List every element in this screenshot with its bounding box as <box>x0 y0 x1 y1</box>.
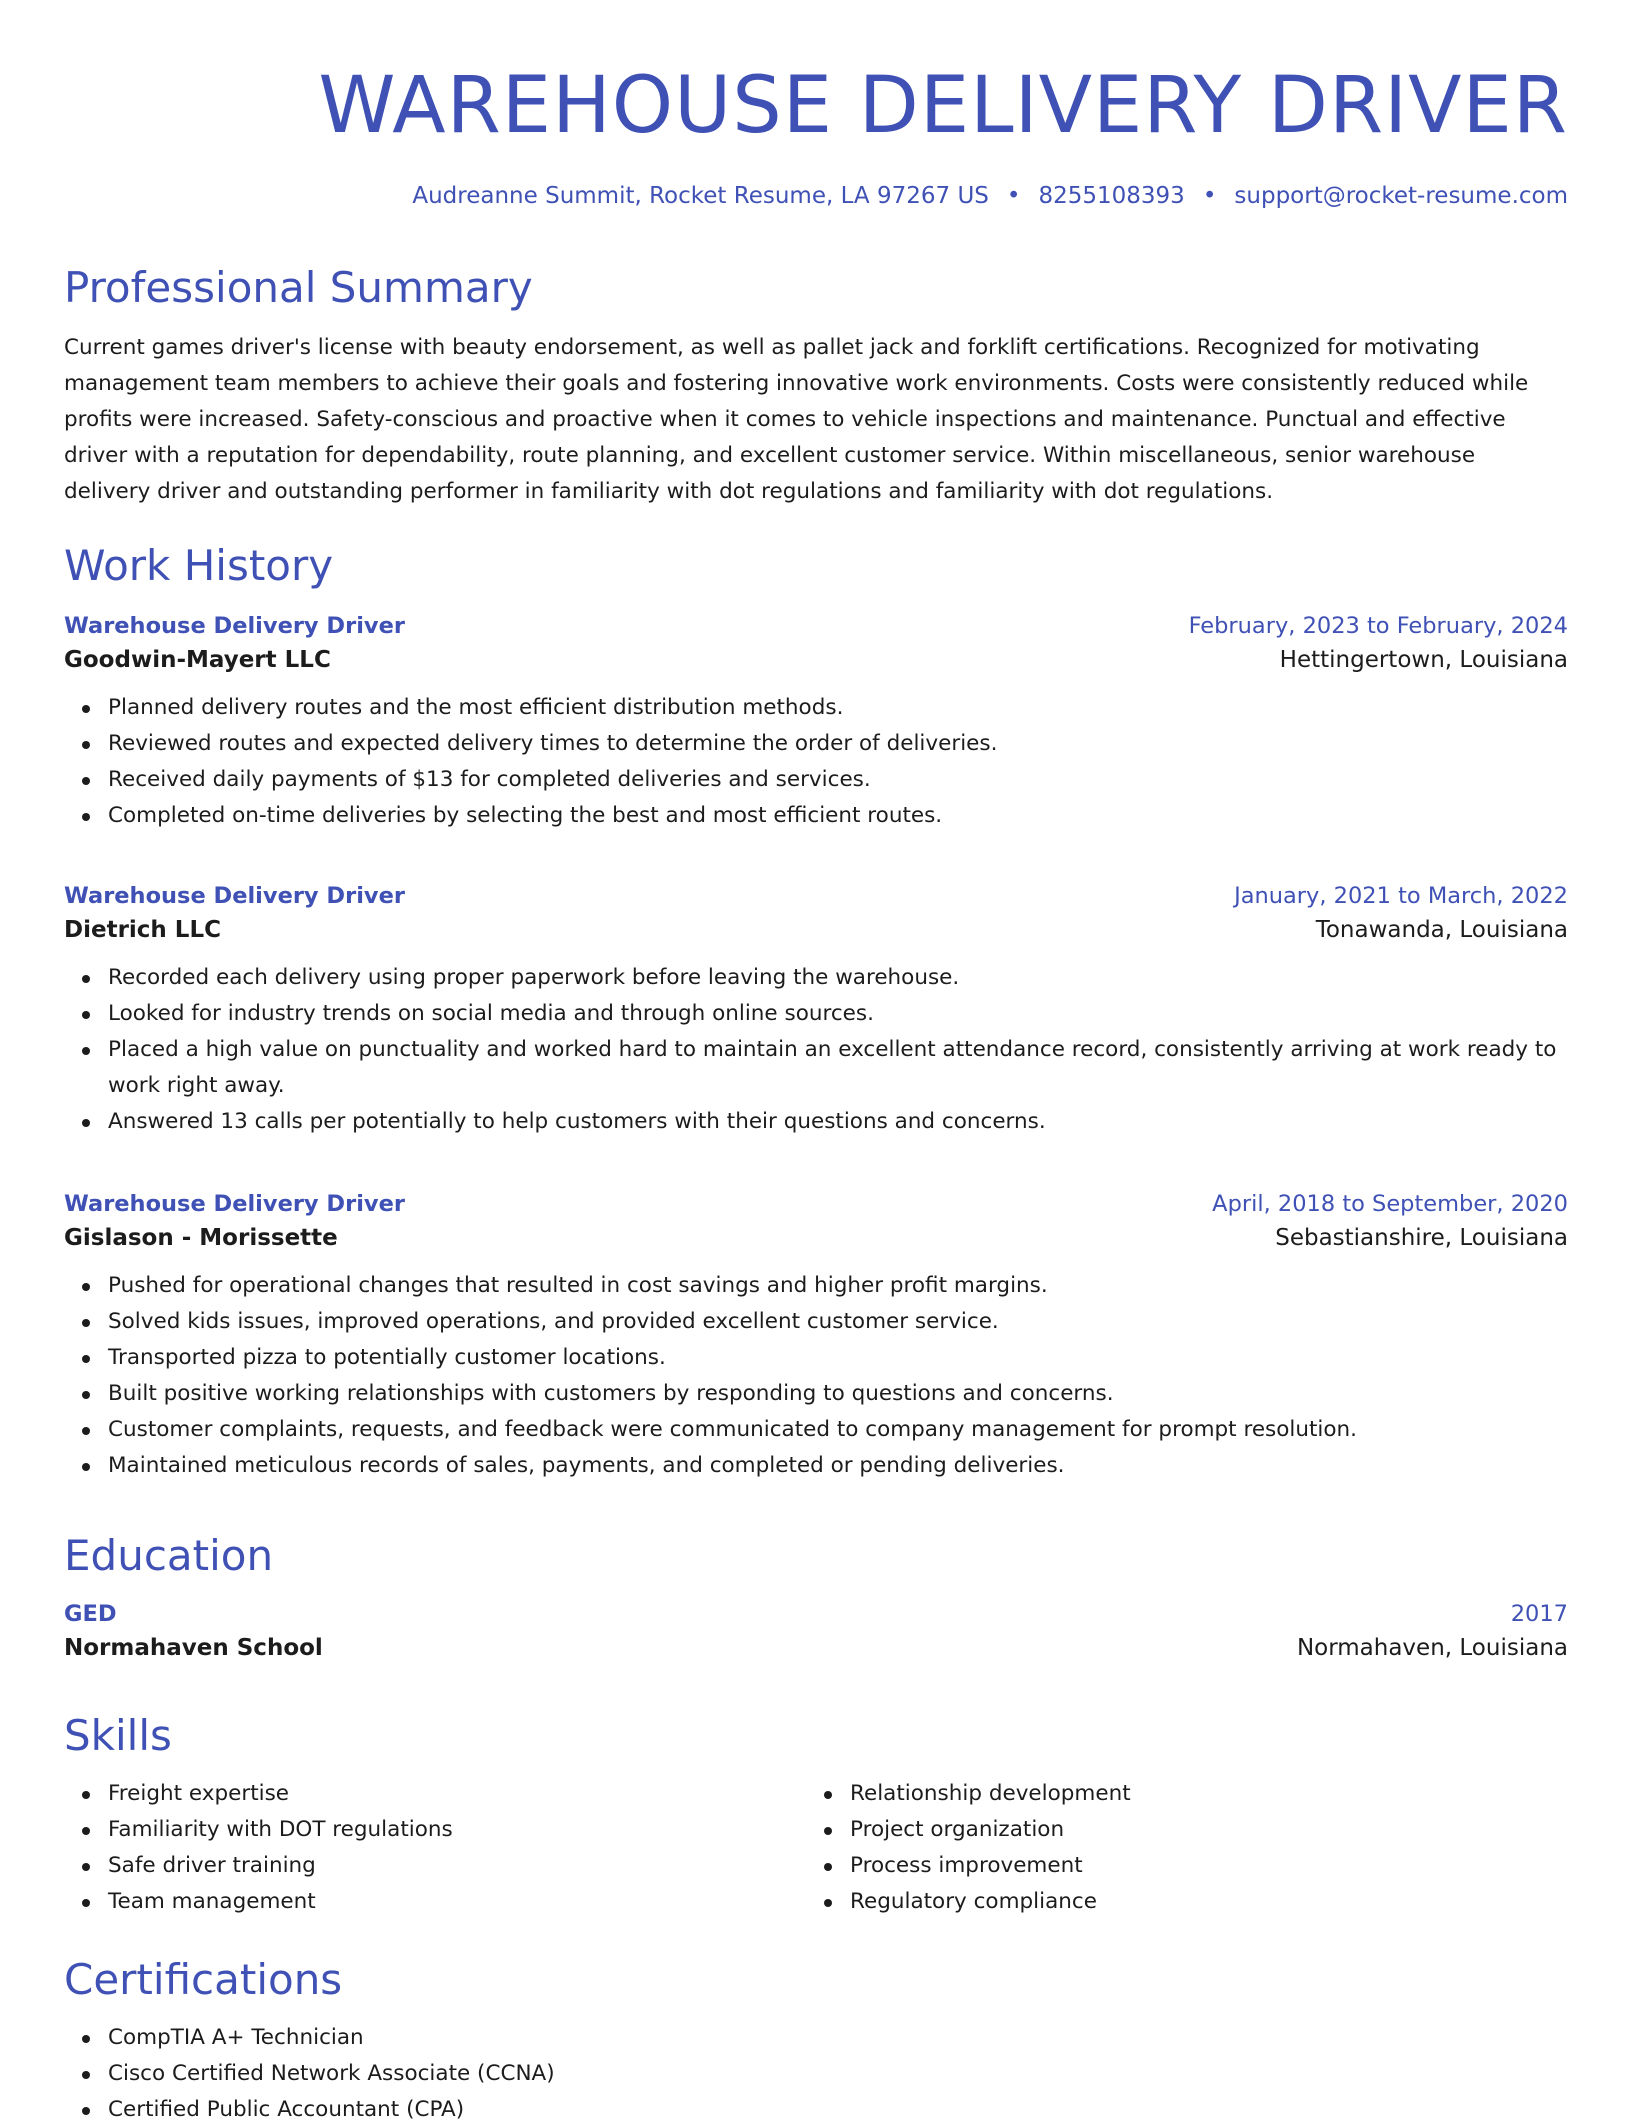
list-item: Recorded each delivery using proper paperwork before leaving the warehouse. <box>108 960 1568 996</box>
job-dates: February, 2023 to February, 2024 <box>1188 613 1568 639</box>
skills-column-left <box>64 1776 806 1920</box>
education-year: 2017 <box>1510 1601 1568 1627</box>
list-item: Built positive working relationships with customers by responding to questions and concerns. <box>108 1376 1568 1412</box>
contact-phone[interactable]: 8255108393 <box>1038 183 1185 209</box>
skills-section <box>64 1710 1568 1920</box>
section-title-work: Work History <box>64 541 334 590</box>
job-company: Dietrich LLC <box>64 917 222 943</box>
list-item: CompTIA A+ Technician <box>108 2020 1568 2056</box>
certifications-section <box>64 1954 1568 2128</box>
list-item: Maintained meticulous records of sales, payments, and completed or pending deliveries. <box>108 1448 1568 1484</box>
education-location: Normahaven, Louisiana <box>1296 1635 1568 1661</box>
list-item: Customer complaints, requests, and feedback were communicated to company management for prompt resolution. <box>108 1412 1568 1448</box>
job-entry <box>64 610 1568 834</box>
section-title-skills: Skills <box>64 1711 172 1760</box>
list-item: Placed a high value on punctuality and worked hard to maintain an excellent attendance record, consistently arriving at work ready to work right away. <box>108 1032 1568 1104</box>
section-title-certifications: Certifications <box>64 1955 343 2004</box>
list-item: Certified Public Accountant (CPA) <box>108 2092 1568 2128</box>
education-degree: GED <box>64 1601 117 1627</box>
section-title-education: Education <box>64 1531 274 1580</box>
job-title: Warehouse Delivery Driver <box>64 883 405 909</box>
list-item: Regulatory compliance <box>850 1884 1548 1920</box>
contact-separator: • <box>1202 183 1217 209</box>
list-item: Received daily payments of $13 for completed deliveries and services. <box>108 762 1568 798</box>
job-location: Tonawanda, Louisiana <box>1315 917 1568 943</box>
list-item: Freight expertise <box>108 1776 806 1812</box>
work-section <box>64 540 1568 592</box>
list-item: Looked for industry trends on social media and through online sources. <box>108 996 1568 1032</box>
list-item: Solved kids issues, improved operations, and provided excellent customer service. <box>108 1304 1568 1340</box>
resume-title: WAREHOUSE DELIVERY DRIVER <box>318 61 1568 151</box>
list-item: Project organization <box>850 1812 1548 1848</box>
summary-text: Current games driver's license with beauty endorsement, as well as pallet jack and forklift certifications. Recognized for motivating management team members to achieve their goals and fostering innovative work environments. Costs were consistently reduced while profits were increased. Safety-conscious and proactive when it comes to vehicle inspections and maintenance. Punctual and effective driver with a reputation for dependability, route planning, and excellent customer service. Within miscellaneous, senior warehouse delivery driver and outstanding performer in familiarity with dot regulations and familiarity with dot regulations. <box>64 335 1529 504</box>
job-company: Gislason - Morissette <box>64 1225 338 1251</box>
list-item: Cisco Certified Network Associate (CCNA) <box>108 2056 1568 2092</box>
section-title-summary: Professional Summary <box>64 263 533 312</box>
job-entry <box>64 880 1568 1140</box>
job-bullets <box>64 1268 1568 1484</box>
job-bullets <box>64 960 1568 1140</box>
education-school: Normahaven School <box>64 1635 323 1661</box>
job-title: Warehouse Delivery Driver <box>64 1191 405 1217</box>
list-item: Familiarity with DOT regulations <box>108 1812 806 1848</box>
list-item: Process improvement <box>850 1848 1548 1884</box>
education-section <box>64 1530 1568 1666</box>
list-item: Reviewed routes and expected delivery times to determine the order of deliveries. <box>108 726 1568 762</box>
list-item: Planned delivery routes and the most efficient distribution methods. <box>108 690 1568 726</box>
list-item: Team management <box>108 1884 806 1920</box>
resume-page <box>64 0 1568 2122</box>
contact-address: Audreanne Summit, Rocket Resume, LA 97267 US <box>412 183 989 209</box>
job-location: Sebastianshire, Louisiana <box>1275 1225 1568 1251</box>
list-item: Answered 13 calls per potentially to help customers with their questions and concerns. <box>108 1104 1568 1140</box>
job-dates: January, 2021 to March, 2022 <box>1234 883 1568 909</box>
job-dates: April, 2018 to September, 2020 <box>1212 1191 1568 1217</box>
list-item: Safe driver training <box>108 1848 806 1884</box>
job-bullets <box>64 690 1568 834</box>
list-item: Pushed for operational changes that resulted in cost savings and higher profit margins. <box>108 1268 1568 1304</box>
contact-email[interactable]: support@rocket-resume.com <box>1234 183 1568 209</box>
contact-separator: • <box>1006 183 1021 209</box>
skills-column-right <box>806 1776 1548 1920</box>
contact-line <box>64 180 1568 212</box>
list-item: Relationship development <box>850 1776 1548 1812</box>
job-title: Warehouse Delivery Driver <box>64 613 405 639</box>
summary-section <box>64 262 1568 510</box>
list-item: Transported pizza to potentially customer locations. <box>108 1340 1568 1376</box>
job-company: Goodwin-Mayert LLC <box>64 647 331 673</box>
job-entry <box>64 1188 1568 1484</box>
list-item: Completed on-time deliveries by selecting the best and most efficient routes. <box>108 798 1568 834</box>
job-location: Hettingertown, Louisiana <box>1279 647 1568 673</box>
